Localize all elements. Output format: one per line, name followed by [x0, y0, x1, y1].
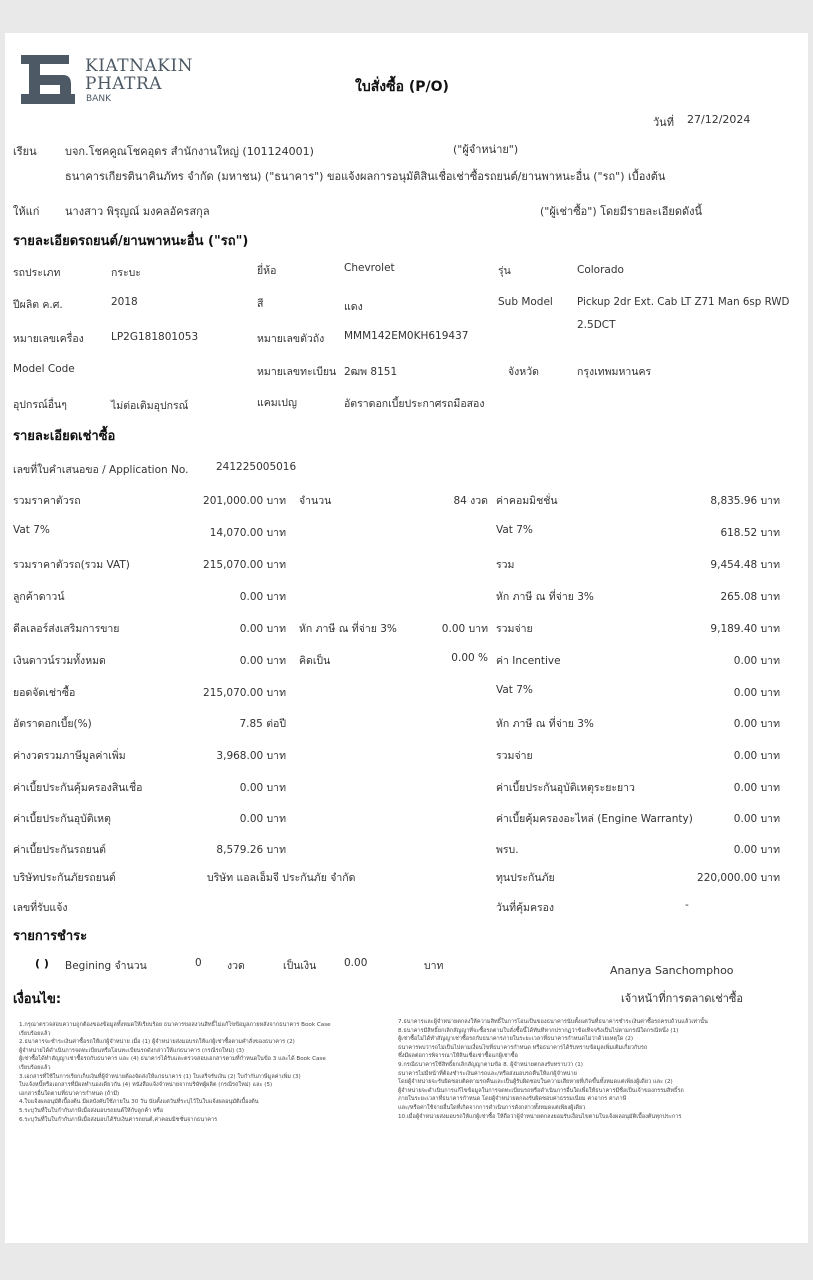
page-title: ใบสั่งซื้อ (P/O) [355, 79, 449, 95]
approval-notice: ธนาคารเกียรตินาคินภัทร จำกัด (มหาชน) ("ธนาคาร") ขอแจ้งผลการอนุมัติสินเชื่อเช่าซื้อรถยนต์/ยานพาหนะอื่น ("รถ") เบื้องต้น [65, 170, 666, 183]
lease-right-value: 0.00 บาท [733, 813, 780, 825]
lease-right-label: Vat 7% [496, 524, 533, 536]
lease-right-label: ค่า Incentive [496, 655, 561, 667]
lease-label: รวมราคาตัวรถ [13, 495, 81, 507]
lease-label: ค่าเบี้ยประกันคุ้มครองสินเชื่อ [13, 782, 143, 794]
year-label: ปีผลิต ค.ศ. [13, 299, 63, 311]
model-value: Colorado [577, 264, 624, 276]
chassis-value: MMM142EM0KH619437 [344, 330, 469, 342]
condition-line: เอกสารอื่นใดตามที่ธนาคารกำหนด (ถ้ามี) [19, 1090, 120, 1097]
condition-line: ภายในระยะเวลาที่ธนาคารกำหนด โดยผู้จำหน่ายตกลงรับผิดชอบค่าธรรมเนียม ค่าอากร ค่าภาษี [398, 1096, 627, 1103]
condition-line: ใบแจ้งหนี้หรือเอกสารที่มีผลทำนองเดียวกัน (4) หนังสือแจ้งจำหน่ายจากบริษัทผู้ผลิต (กรณีรถใหม่) และ (5) [19, 1082, 273, 1089]
plate-value: 2ฒพ 8151 [344, 366, 398, 378]
condition-line: ผู้จำหน่ายได้ดำเนินการจดทะเบียนหรือโอนทะเบียนรถดังกล่าวให้แก่ธนาคาร (กรณีรถใหม่) (3) [19, 1047, 245, 1054]
lease-section-heading: รายละเอียดเช่าซื้อ [13, 429, 116, 444]
sum-insured-value: 220,000.00 บาท [697, 872, 780, 884]
lease-mid-value: 0.00 % [451, 652, 488, 664]
logo-name: KIATNAKIN [85, 56, 194, 76]
lease-value: 14,070.00 บาท [209, 527, 286, 539]
submodel-value-2: 2.5DCT [577, 319, 616, 331]
application-label: เลขที่ใบคำเสนอขอ / Application No. [13, 464, 189, 476]
plate-label: หมายเลขทะเบียน [257, 366, 337, 378]
year-value: 2018 [111, 296, 138, 308]
bank-logo [19, 53, 194, 111]
condition-line: ซึ่งมีผลต่อการพิจารณาให้สินเชื่อเช่าซื้อแก่ผู้เช่าซื้อ [398, 1053, 518, 1060]
condition-line: 2.ธนาคารจะชำระเงินค่าซื้อรถให้แก่ผู้จำหน่าย เมื่อ (1) ผู้จำหน่ายส่งมอบรถให้แก่ผู้เช่าซื้อตามคำสั่งของธนาคาร (2) [19, 1039, 295, 1046]
payment-radio[interactable]: ( ) [35, 957, 49, 970]
lease-right-label: ค่าเบี้ยประกันอุบัติเหตุระยะยาว [496, 782, 635, 794]
payment-section-heading: รายการชำระ [13, 929, 88, 944]
submodel-label: Sub Model [498, 296, 553, 308]
lease-right-value: 0.00 บาท [733, 750, 780, 762]
model-code-label: Model Code [13, 363, 75, 375]
condition-line: 5.ระบุวันที่ในใบกำกับภาษีเมื่อส่งมอบรถยนต์ให้กับลูกค้า หรือ [19, 1107, 164, 1114]
lease-mid-label: จำนวน [299, 495, 332, 507]
officer-title: เจ้าหน้าที่การตลาดเช่าซื้อ [621, 992, 744, 1005]
chassis-label: หมายเลขตัวถัง [257, 333, 325, 345]
lease-right-label: รวม [496, 559, 515, 571]
lease-right-value: 0.00 บาท [733, 782, 780, 794]
insurer-label: บริษัทประกันภัยรถยนต์ [13, 872, 116, 884]
lease-right-label: ค่าเบี้ยคุ้มครองอะไหล่ (Engine Warranty) [496, 813, 693, 825]
lease-right-value: 0.00 บาท [733, 718, 780, 730]
begin-count: 0 [195, 957, 202, 969]
lease-right-label: หัก ภาษี ณ ที่จ่าย 3% [496, 591, 594, 603]
condition-line: 10.เมื่อผู้จำหน่ายส่งมอบรถให้แก่ผู้เช่าซื้อ ให้ถือว่าผู้จำหน่ายตกลงยอมรับเงื่อนไขตามใบแจ้งผลอนุมัติเบื้องต้นทุกประการ [398, 1113, 682, 1120]
campaign-label: แคมเปญ [257, 397, 297, 409]
submodel-value: Pickup 2dr Ext. Cab LT Z71 Man 6sp RWD [577, 296, 790, 308]
lease-value: 0.00 บาท [239, 655, 286, 667]
sum-insured-label: ทุนประกันภัย [496, 872, 555, 884]
lessee-tag: ("ผู้เช่าซื้อ") โดยมีรายละเอียดดังนี้ [540, 205, 703, 218]
coverage-date-label: วันที่คุ้มครอง [496, 902, 555, 914]
equipment-value: ไม่ต่อเติมอุปกรณ์ [111, 400, 189, 412]
lease-label: รวมราคาตัวรถ(รวม VAT) [13, 559, 130, 571]
condition-line: ผู้เช่าซื้อไม่ได้ทำสัญญาเช่าซื้อรถกับธนาคารภายในระยะเวลาที่ธนาคารกำหนดไม่ว่าด้วยเหตุใด (2) [398, 1036, 634, 1043]
coverage-date-value: - [685, 899, 689, 911]
logo-name-2: PHATRA [85, 74, 163, 94]
lease-label: เงินดาวน์รวมทั้งหมด [13, 655, 106, 667]
lease-value: 0.00 บาท [239, 623, 286, 635]
lease-mid-value: 0.00 บาท [441, 623, 488, 635]
lease-label: Vat 7% [13, 524, 50, 536]
lease-right-value: 0.00 บาท [733, 655, 780, 667]
color-label: สี [257, 298, 264, 310]
lease-right-value: 265.08 บาท [720, 591, 780, 603]
lease-right-label: รวมจ่าย [496, 623, 533, 635]
lease-value: 201,000.00 บาท [203, 495, 286, 507]
engine-value: LP2G181801053 [111, 331, 199, 343]
lease-value: 0.00 บาท [239, 782, 286, 794]
date-label: วันที่ [653, 116, 674, 129]
color-value: แดง [344, 301, 363, 313]
province-value: กรุงเทพมหานคร [577, 366, 652, 378]
condition-line: ผู้เช่าซื้อได้ทำสัญญาเช่าซื้อรถกับธนาคาร และ (4) ธนาคารได้รับและตรวจสอบเอกสารตามที่กำหนดในข้อ 3 และได้ Book Case [19, 1056, 326, 1063]
lease-value: 3,968.00 บาท [216, 750, 286, 762]
lease-label: ค่าเบี้ยประกันรถยนต์ [13, 844, 106, 856]
brand-label: ยี่ห้อ [257, 265, 277, 277]
condition-line: 9.กรณีธนาคารใช้สิทธิ์ยกเลิกสัญญาตามข้อ 8. ผู้จำหน่ายตกลงรับทราบว่า (1) [398, 1061, 583, 1068]
lease-label: ค่าเบี้ยประกันอุบัติเหตุ [13, 813, 111, 825]
lease-mid-label: คิดเป็น [299, 655, 331, 667]
condition-line: 7.ธนาคารและผู้จำหน่ายตกลงให้ความสิทธิ์ในการโอนเป็นของธนาคารนับตั้งแต่วันที่ธนาคารชำระเงินค่าซื้อรถครบถ้วนแล้วเท่านั้น [398, 1019, 708, 1025]
lease-right-value: 9,189.40 บาท [710, 623, 780, 635]
lease-label: ลูกค้าดาวน์ [13, 591, 65, 603]
lease-label: ค่างวดรวมภาษีมูลค่าเพิ่ม [13, 750, 126, 762]
conditions-heading: เงื่อนไข: [13, 992, 62, 1007]
amount-value: 0.00 [344, 957, 368, 969]
lease-mid-value: 84 งวด [453, 495, 488, 507]
lease-right-label: รวมจ่าย [496, 750, 533, 762]
vehicle-section-heading: รายละเอียดรถยนต์/ยานพาหนะอื่น ("รถ") [13, 234, 249, 249]
condition-line: ผู้จำหน่ายจะดำเนินการแก้ไขข้อมูลในการจดทะเบียนรถหรือดำเนินการอื่นใดเพื่อให้ธนาคารมีชื่อเป็นเจ้าของกรรมสิทธิ์รถ [398, 1087, 684, 1094]
condition-line: 8.ธนาคารมีสิทธิ์ยกเลิกสัญญาที่จะซื้อรถตามใบสั่งซื้อนี้ได้ทันทีหากปรากฏว่าข้อเท็จจริงเป็นไปตามกรณีใดกรณีหนึ่ง (1) [398, 1027, 679, 1034]
insurer-value: บริษัท แอลเอ็มจี ประกันภัย จำกัด [207, 872, 356, 884]
lease-mid-label: หัก ภาษี ณ ที่จ่าย 3% [299, 623, 397, 635]
begin-unit: งวด [227, 960, 245, 972]
engine-label: หมายเลขเครื่อง [13, 333, 84, 345]
lease-right-value: 0.00 บาท [733, 687, 780, 699]
condition-line: ธนาคารพบว่ารถไม่เป็นไปตามเงื่อนไขที่ธนาคารกำหนด หรือธนาคารได้รับทราบข้อมูลเพิ่มเติมเกี่ยวกับรถ [398, 1044, 648, 1051]
for-value: นางสาว พิรุญณ์ มงคลอัครสกุล [65, 205, 210, 218]
vehicle-type-label: รถประเภท [13, 267, 61, 279]
conditions-left [19, 1021, 399, 1124]
condition-line: 4.ใบแจ้งผลอนุมัติเบื้องต้น มีผลบังคับใช้ภายใน 30 วัน นับตั้งแต่วันที่ระบุไว้ในใบแจ้งผลอนุมัติเบื้องต้น [19, 1099, 259, 1106]
province-label: จังหวัด [508, 366, 539, 378]
amount-label: เป็นเงิน [283, 960, 317, 972]
date-value: 27/12/2024 [687, 113, 751, 126]
lease-value: 0.00 บาท [239, 813, 286, 825]
lease-right-label: Vat 7% [496, 684, 533, 696]
to-label: เรียน [13, 145, 37, 158]
dealer-tag: ("ผู้จำหน่าย") [453, 143, 519, 156]
condition-line: ธนาคารไม่มีหน้าที่ต้องชำระเงินค่ารถและ/หรือส่งมอบรถคืนให้แก่ผู้จำหน่าย [398, 1070, 577, 1077]
condition-line: 3.เอกสารที่ใช้ในการเรียกเก็บเงินที่ผู้จำหน่ายต้องจัดส่งให้แก่ธนาคาร (1) ใบเสร็จรับเงิน (2) ใบกำกับภาษีมูลค่าเพิ่ม (3) [19, 1073, 301, 1080]
lease-right-value: 0.00 บาท [733, 844, 780, 856]
lease-right-label: พรบ. [496, 844, 519, 856]
for-label: ให้แก่ [13, 205, 40, 218]
vehicle-type-value: กระบะ [111, 267, 141, 279]
officer-name: Ananya Sanchomphoo [610, 964, 734, 977]
lease-right-label: หัก ภาษี ณ ที่จ่าย 3% [496, 718, 594, 730]
condition-line: เรียบร้อยแล้ว [19, 1030, 51, 1037]
kkp-logo-icon [19, 53, 77, 107]
condition-line: เรียบร้อยแล้ว [19, 1064, 51, 1071]
condition-line: 1.กรุณาตรวจสอบความถูกต้องของข้อมูลทั้งหมดให้เรียบร้อย ธนาคารขอสงวนสิทธิ์ไม่แก้ไขข้อมูลภายหลังจากธนาคาร Book Case [19, 1022, 331, 1028]
lease-right-value: 618.52 บาท [720, 527, 780, 539]
lease-value: 8,579.26 บาท [216, 844, 286, 856]
lease-right-value: 8,835.96 บาท [710, 495, 780, 507]
lease-value: 215,070.00 บาท [203, 687, 286, 699]
lease-value: 0.00 บาท [239, 591, 286, 603]
model-label: รุ่น [498, 265, 511, 277]
lease-label: ยอดจัดเช่าซื้อ [13, 687, 76, 699]
lease-label: อัตราดอกเบี้ย(%) [13, 718, 92, 730]
conditions-right [398, 1018, 803, 1121]
purchase-order-page [5, 33, 808, 1243]
condition-line: โดยผู้จำหน่ายจะรับผิดชอบติดตามรถคืนและเป็นผู้รับผิดชอบในความเสียหายที่เกิดขึ้นทั้งหมดแต่เพียงผู้เดียว และ (2) [398, 1079, 673, 1086]
lease-right-label: ค่าคอมมิชชั่น [496, 495, 558, 507]
lease-right-value: 9,454.48 บาท [710, 559, 780, 571]
campaign-value: อัตราดอกเบี้ยประกาศรถมือสอง [344, 398, 485, 410]
begin-label: Begining จำนวน [65, 960, 147, 972]
application-value: 241225005016 [216, 461, 297, 473]
to-value: บจก.โชคคูณโชคอุดร สำนักงานใหญ่ (101124001) [65, 145, 314, 158]
logo-bank: BANK [86, 94, 111, 104]
condition-line: และ/หรือค่าใช้จ่ายอื่นใดที่เกิดจากการดำเนินการดังกล่าวทั้งหมดแต่เพียงผู้เดียว [398, 1104, 586, 1111]
lease-value: 215,070.00 บาท [203, 559, 286, 571]
brand-value: Chevrolet [344, 262, 395, 274]
equipment-label: อุปกรณ์อื่นๆ [13, 399, 67, 411]
currency-label: บาท [424, 960, 444, 972]
notify-label: เลขที่รับแจ้ง [13, 902, 68, 914]
lease-label: ดีลเลอร์ส่งเสริมการขาย [13, 623, 120, 635]
condition-line: 6.ระบุวันที่ในใบกำกับภาษีเมื่อส่งมอบได้รับเงินค่ารถยนต์,ค่าคอมมิชชั่นจากธนาคาร [19, 1116, 218, 1123]
lease-value: 7.85 ต่อปี [239, 718, 286, 730]
